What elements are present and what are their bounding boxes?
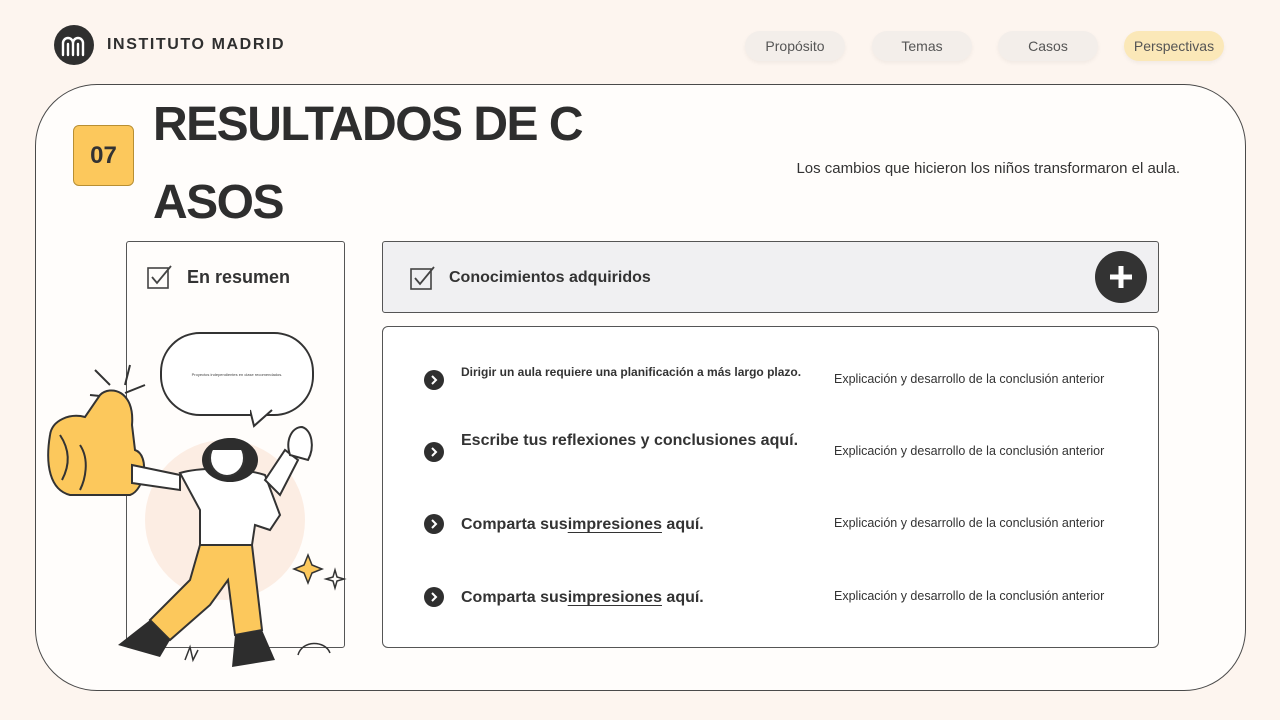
accordion-title: Conocimientos adquiridos <box>449 269 651 286</box>
impresiones-link[interactable]: impresiones <box>567 589 662 606</box>
logo-mark-icon <box>60 33 88 57</box>
item-description: Explicación y desarrollo de la conclusión anterior <box>834 589 1105 603</box>
checkbox-check-icon <box>410 266 436 290</box>
item-description: Explicación y desarrollo de la conclusión anterior <box>834 516 1105 530</box>
section-number-badge: 07 <box>73 125 134 186</box>
item-description: Explicación y desarrollo de la conclusión anterior <box>834 372 1105 386</box>
conclusions-list <box>382 326 1159 648</box>
item-title: Dirigir un aula requiere una planificación a más largo plazo. <box>461 365 802 379</box>
impresiones-link[interactable]: impresiones <box>567 516 662 533</box>
nav-casos[interactable]: Casos <box>998 31 1098 61</box>
item-title: Escribe tus reflexiones y conclusiones aquí. <box>461 432 799 449</box>
item-title: Comparta susimpresiones aquí. <box>461 589 704 606</box>
summary-title: En resumen <box>187 266 291 287</box>
accordion-header-conocimientos[interactable] <box>382 241 1159 313</box>
item-description: Explicación y desarrollo de la conclusión anterior <box>834 444 1105 458</box>
summary-header <box>147 265 290 289</box>
plus-icon <box>1108 264 1134 290</box>
checkbox-check-icon <box>147 265 173 289</box>
nav-perspectivas[interactable]: Perspectivas <box>1124 31 1224 61</box>
chevron-right-icon <box>424 587 444 607</box>
page-title: RESULTADOS DE CASOS <box>153 98 583 229</box>
thumbs-up-woman-illustration <box>40 355 360 675</box>
brand-logo[interactable] <box>54 25 94 65</box>
page-subtitle: Los cambios que hicieron los niños transformaron el aula. <box>796 160 1180 177</box>
speech-bubble-text: Proyectos independientes en clase recomendados. <box>191 371 283 377</box>
expand-button[interactable] <box>1095 251 1147 303</box>
chevron-right-icon <box>424 514 444 534</box>
item-title: Comparta susimpresiones aquí. <box>461 516 704 533</box>
chevron-right-icon <box>424 370 444 390</box>
chevron-right-icon <box>424 442 444 462</box>
nav-temas[interactable]: Temas <box>872 31 972 61</box>
nav-proposito[interactable]: Propósito <box>745 31 845 61</box>
brand-name: INSTITUTO MADRID <box>107 36 286 53</box>
